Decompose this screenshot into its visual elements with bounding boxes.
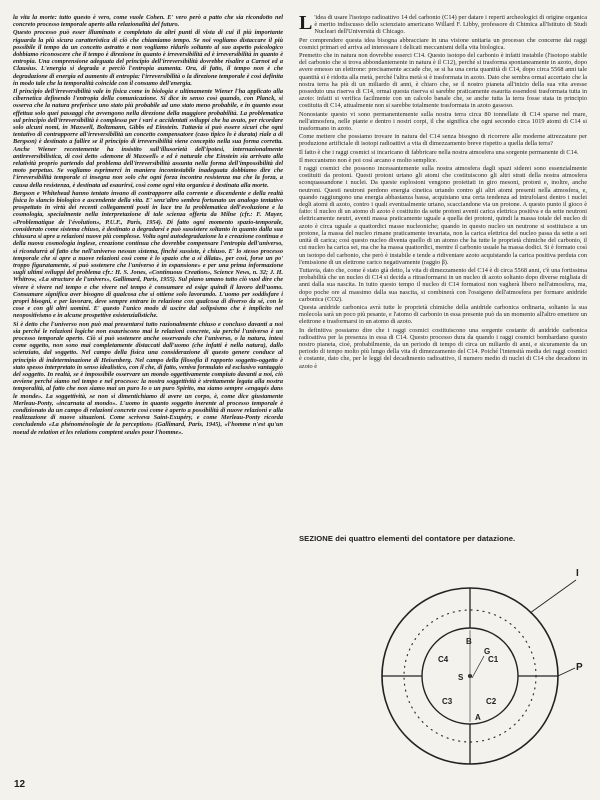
- right-paragraph: Il fatto è che i raggi cosmici si incaricano di fabbricare nella nostra atmosfera una sorgente permanente di C14.: [299, 148, 579, 156]
- label-i: I: [576, 568, 579, 579]
- right-paragraph: Questa anidride carbonica avrà tutte le proprietà chimiche della anidride carbonica ordinaria, soltanto la sua molecola sarà un poco più pesante, e l'atomo di carbonio in essa presente può da un momento all'altro emettere un elettrone e trasformarsi in un atomo di azoto.: [299, 303, 587, 326]
- left-paragraph: la vita la morte: tutto questo è vero, come vuole Cohen. E' vero però a patto che sia ricondotto nel concreto processo temporale aperto alla relazionalità del futuro.: [13, 14, 283, 29]
- label-p: P: [576, 662, 583, 673]
- left-paragraph: Si è detto che l'universo non può mai presentarsi tutto razionalmente chiuso e concluso davanti a noi sia perché le relazioni logiche non esauriscono mai le relazioni concrete, sia perché l'universo è un processo temporale aperto. Ciò si può sostenere anche osservando che l'universo, o la natura, intesi come oggetto, non sono mai completamente distaccati dall'uomo (che infatti è nella natura), dallo scienziato, dal soggetto. Nel campo della fisica una considerazione di questo genere conduce al principio di indeterminazione di Heisenberg. Nel campo della filosofia il rapporto soggetto-oggetto è stato spesso interpretato in senso idealistico, con il che, di fatto, veniva formulato ed esclusivo vantaggio del soggetto. In realtà, se è impossibile osservare un mondo oggettivamente compiuto davanti a noi, ciò avviene perché siamo nel tempo e nel processo: la nostra soggettività è strettamente legata alla nostra temporalità, al fatto che non siamo mai un puro Io o un puro Spirito, ma siamo sempre «engagés dans le monde». La soggettività, se non si dimentichiamo di avere un corpo, è, come dice giustamente Merleau-Ponty, «incarnata al mondo». L'uomo in quanto soggetto inerente al processo temporale è condizionato da un campo di relazioni concrete così come è aperto a possibilità di nuove relazioni e alla realizzazione di nuove situazioni. Come scriveva Saint-Exupéry, e come Merleau-Ponty ricorda concludendo «La phénoménologie de la perception» (Gallimard, Paris, 1945), «l'homme n'est qu'un noeud de relation et les relations comptent seules pour l'homme».: [13, 320, 283, 436]
- left-paragraph: Il principio dell'irreversibilità vale in fisica come in biologia e ultimamente Wiener l'ha applicato alla cibernetica definendo l'entropia della comunicazione. Si dice in senso così quando, con Planck, si osserva che la natura preferisce uno stato più probabile ad uno stato meno probabile, e in quanto essa effettua solo quei passaggi che avvengono nella direzione della maggiore probabilità. La problematica sul principio dell'irreversibilità è complessa per i vari e accidentati sviluppi che ha avuto, per ricordare solo alcuni nomi, in Maxwell, Boltzmann, Gibbs ed Einstein. Tuttavia si può essere sicuri che ogni tentativo di contrapporre all'irreversibilità un concetto compensatore (caso tipico lo è durata) riale a di Bergson) è destinato a fallire se il principio di irreversibilità viene concepito nella sua forma corretta. Anche Wiener recentemente ha insistito sull'illusorietà dell'ipotesi, internazionalmente antireversibilistica, di così detto «demone di Maxwell» e ed è naturale che Einstein sia arrivato alla relatività proprio partendo dal problema dell'irreversibilità assunta nella forma dell'impossibilità del moto perpetuo. Se vogliamo esprimerci in maniera incontestabile inadeguata dobbiamo dire che l'irreversibilità temporale ci insegna non solo che ogni forza incontra resistenza ma che la forza, a causa della resistenza, è destinata ad esaurirsi, così come ogni vita organica è destinata alla morte.: [13, 88, 283, 189]
- label-g: G: [484, 647, 491, 656]
- left-paragraph: Questo processo può esser illuminato e completato da altri punti di vista di cui il più importante riguarda la più sicura caratteristica di ciò che chiamiamo tempo. Se noi vogliamo distaccare il più possibile il tempo da un concetto astratto e non vogliamo ridurlo soltanto al suo aspetto psicologico dobbiamo riconoscere che il tempo è direzione in quanto è irreversibilità ed è irreversibilità in quanto è entropia. Una comprensione adeguata del principio dell'irreversibilità dovrebbe risalire a Carnot ed a Clausius. L'energia si degrada e perciò l'entropia aumenta. Ora, di fatto, il tempo non è che degradazione di energia ed aumento di entropia: l'irreversibilità o la direzione temporale è così definita in modo tale che la temporalità coincide con il consumo dell'energia.: [13, 29, 283, 87]
- right-paragraph: [299, 14, 587, 36]
- right-paragraph-text: 'idea di usare l'isotopo radioattivo 14 del carbonio (C14) per datare i reperti archeologici di origine organica è merito indiscusso dello scienziato americano Willard F. Libby, professore di Chimica all'Istituto di Studi Nucleari dell'Università di Chicago.: [314, 14, 587, 36]
- right-paragraph: Il meccanismo non è poi così arcano e molto semplice.: [299, 156, 438, 164]
- leader-line-p: [558, 668, 575, 676]
- right-paragraph: Come mettere che possiamo trovare in natura del C14 senza bisogno di ricorrere alle moderne attrezzature per produzione artificiale di isotopi radioattivi a vita di dimezzamento breve rispetto a quella della terra?: [299, 133, 587, 148]
- figure-caption: SEZIONE dei quattro elementi del contatore per datazione.: [299, 534, 516, 543]
- left-paragraph: Bergson e Whitehead hanno tentato invano di contrapporre alla corrente e discendente e della realtà fisica lo slancio biologico e ascendente della vita. E' senz'altro sembra fortunato un analogo tentativo prospettato in virtù dei recenti collegamenti posti in luce tra la problematica dell'evoluzione e la cosmologia, specialmente nella interpretazione di tale scienza offerta da Milne (cfr.: F. Mayer, «Problematique de l'évolution», P.U.F., Paris, 1954). Di fatto ogni momento spazio-temporale, considerato come sistema chiuso, è destinato a degradarsi e può sussistere soltanto in quanto dalla sua chiusura si apre a relazioni nuove più complesse. Volta ogni autodegradazione la e creazione continua e della nuova cosmologia inglese, creazione continua che dovrebbe compensare l'entropia dell'universo, si ricondurrà al fatto che nell'universo nessun sistema, finché sussiste, è chiuso. E' lo stesso processo temporale che si apre a nuove relazioni così come è lo spazio che a si dilata», per così, forse un po' troppo figuratamente, si può sostenere che l'universo è in espansione» e per una prima informazione sugli ultimi sviluppi del problema cfr.: H. S. Jones, «Continuous Creation», Science News, n. 32; J. H. Whitrow, «La structure de l'univers», Gallimard, Paris, 1955). Sul piano umano tutto ciò vuol dire che vivere è vivere nel tempo e che vivere nel tempo è consumare ed esige quindi il lavoro dell'uomo. Consumare significa aver bisogno di qualcosa che si ottiene solo lavorando. L'uomo per soddisfare i propri bisogni, e per lavorare, deve sempre entrare in relazione con qualcosa di diverso da sé, con le cose e con gli altri uomini. E' questo l'unico modo di uscire dal solipsismo che è implicito nel neopositivismo e in alcune prospettive esistenzialistiche.: [13, 189, 283, 320]
- label-c1: C1: [488, 655, 499, 664]
- label-s: S: [458, 673, 464, 682]
- label-c4: C4: [438, 655, 449, 664]
- drop-cap: L: [299, 14, 313, 34]
- page-number: 12: [14, 779, 26, 790]
- right-paragraph: Nonostante questo vi sono permanentemente sulla nostra terra circa 80 tonnellate di C14 sparse nel mare, nell'atmosfera, nelle piante e dentro i nostri corpi, il che significa che ogni secondo circa 1019 atomi di C14 si trasformano in azoto.: [299, 110, 587, 133]
- counter-section-diagram: [370, 558, 590, 783]
- leader-line-g: [472, 656, 484, 678]
- right-paragraph: Per comprendere questa idea bisogna abbracciare in una visione unitaria un processo che concerne dai raggi cosmici primari ed arriva ad interessare i delicati meccanismi della vita biologica.: [299, 36, 587, 51]
- right-paragraph: Tuttavia, dato che, come è stato già detto, la vita di dimezzamento del C14 è di circa 5568 anni, c'è una fortissima probabilità che un nucleo di C14 si decida a ritrasformarsi in un nucleo di azoto soltanto dopo diverse migliaia di anni dalla sua nascita. In tutto questo tempo il nucleo di C14 formatosi non vagherà libero nell'atmosfera, ma, dopo poche ore al massimo dalla sua nascita, si combinerà con l'ossigeno dell'atmosfera per formare anidride carbonica (CO2).: [299, 266, 587, 303]
- left-text-column: [13, 14, 283, 779]
- right-paragraph: Premetto che in natura non dovrebbe esserci C14. Questo isotopo del carbonio è infatti instabile (l'isotopo stabile del carbonio che si trova abbondantemente in natura è il C12), perché si trasforma spontaneamente in azoto, dopo avere emesso un elettrone: precisamente accade che, se si ha una certa quantità di C14, dopo circa 5568 anni tale quantità si è ridotta alla metà, perché l'altra metà si è trasformata in azoto. Dato che sembra ormai accertato che la nostra terra ha più di un miliardo di anni, è chiaro che, se il nostro pianeta all'inizio della sua vita avesse posseduto una riserva di C14, ormai questa riserva si sarebbe praticamente esaurita essendosi trasformata tutta in azoto: infatti si verifica facilmente con un calcolo banale che, se anche tutta la terra fosse stata in principio costituita di C14, attualmente non si sarebbe totalmente trasformata in azoto gassoso.: [299, 52, 587, 110]
- right-paragraph: In definitiva possiamo dire che i raggi cosmici costituiscono una sorgente costante di anidride carbonica radioattiva per la presenza in essa di C14. Questo processo dura da quando i raggi cosmici bombardano questo nostro pianeta, cioè, probabilmente, da un periodo di tempo di circa un miliardo di anni, e sicuramente da un periodo di tempo molto più lungo della vita di dimezzamento del C14. Poiché l'intensità media dei raggi cosmici è costante, dato che, per le leggi del decadimento radioattivo, il numero medio di nuclei di C14 che decadono in azoto è: [299, 326, 587, 370]
- leader-line-i: [530, 580, 576, 613]
- label-a: A: [475, 713, 481, 722]
- label-c3: C3: [442, 697, 453, 706]
- right-text-column: [299, 14, 587, 529]
- label-c2: C2: [486, 697, 497, 706]
- label-b: B: [466, 637, 472, 646]
- right-paragraph: I raggi cosmici che possono incessantemente sulla nostra atmosfera dagli spazi siderei sono essenzialmente costituiti da protoni. Questi protoni urtano gli atomi che costituiscono gli altri strati della nostra atmosfera sconquassandone i nuclei. Da queste esplosioni vengono proiettati in giro mesoni, protoni e, inoltre, anche neutroni. Questi neutroni perdono energia cinetica urtando contro gli altri atomi presenti nella atmosfera, e, quando raggiungono una energia abbastanza bassa, acquistano una certa tendenza ad intrufolarsi dentro i nuclei degli atomi di azoto, contro i quali eventualmente urtano, scacciandone via un protone. A questo punto il gioco è fatto: il nucleo di un atomo di azoto è costituito da sette protoni aventi carica elettrica positiva e da sette neutroni elettricamente neutri, aventi massa praticamente uguale a quella dei protoni, quindi la massa totale del nucleo di azoto è circa uguale a quattordici masse nucleoniche; quando in questo nucleo un neutrone si sostituisce a un protone, la massa del nucleo rimane praticamente invariata, non la carica elettrica del nucleo passa da sette a sei unità di carica; così questo nucleo diventa quello di un atomo che ha tutte le proprietà chimiche del carbonio, il cui nucleo ha carica sei, ma che ha massa quattordici, mentre il carbonio usuale ha massa dodici. Si è formato così un isotopo del carbonio, che però è instabile e tende a ridiventare azoto acquistando la carica positiva perduta con l'emissione di un elettrone carico negativamente (raggio β).: [299, 165, 587, 266]
